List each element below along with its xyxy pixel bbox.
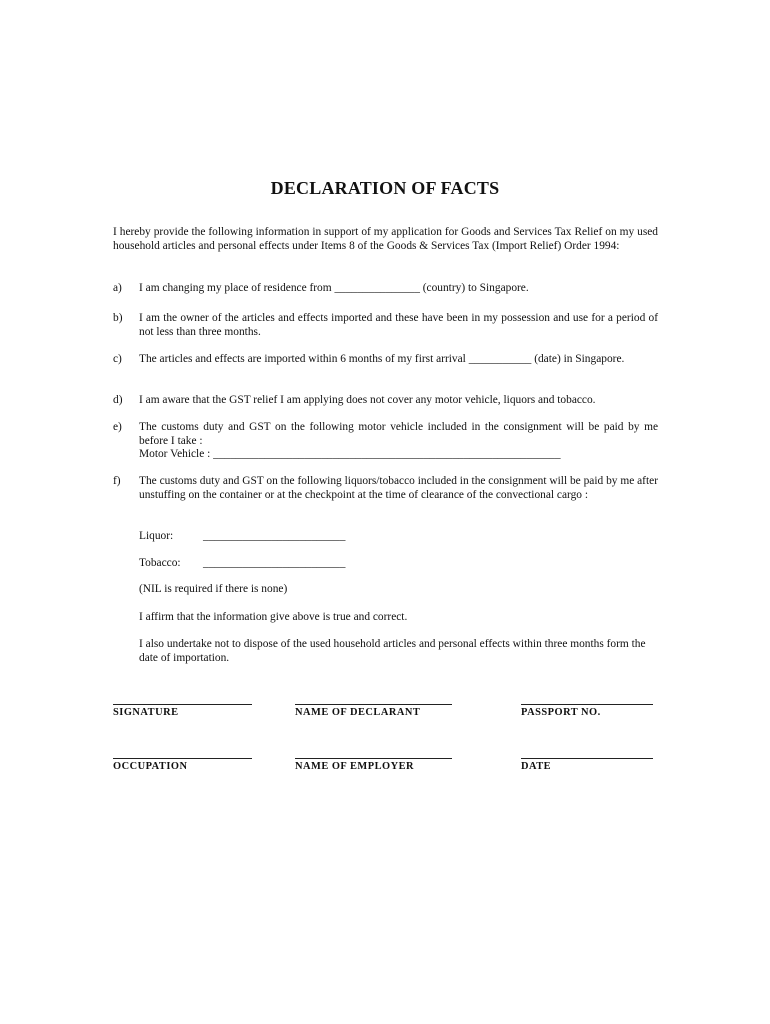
name-of-employer-label: NAME OF EMPLOYER	[295, 761, 415, 772]
nil-note: (NIL is required if there is none)	[139, 583, 288, 595]
occupation-line	[113, 758, 252, 759]
declaration-item-d	[113, 394, 658, 408]
tobacco-label: Tobacco:	[139, 557, 181, 569]
item-letter: c)	[113, 353, 122, 365]
item-letter: f)	[113, 475, 121, 487]
item-text	[139, 421, 658, 462]
signature-label: SIGNATURE	[113, 707, 179, 718]
declaration-item-e	[113, 421, 658, 462]
item-text-main: The customs duty and GST on the following motor vehicle included in the consignment will be paid by me before I take :	[139, 421, 658, 447]
undertake-statement: I also undertake not to dispose of the used household articles and personal effects within three months form the date of importation.	[139, 638, 646, 664]
motor-vehicle-field: Motor Vehicle : _____________________________________________________________	[139, 448, 561, 461]
item-text: The articles and effects are imported within 6 months of my first arrival ___________ (date) in Singapore.	[139, 353, 625, 365]
item-letter: d)	[113, 394, 123, 406]
declaration-item-f	[113, 475, 658, 502]
liquor-label: Liquor:	[139, 530, 174, 542]
name-of-declarant-line	[295, 704, 452, 705]
passport-no-line	[521, 704, 653, 705]
signature-line	[113, 704, 252, 705]
tobacco-field: _________________________	[203, 557, 346, 569]
passport-no-label: PASSPORT NO.	[521, 707, 601, 718]
item-text: I am aware that the GST relief I am applying does not cover any motor vehicle, liquors and tobacco.	[139, 394, 596, 406]
item-text: I am changing my place of residence from _______________ (country) to Singapore.	[139, 282, 529, 294]
item-text: The customs duty and GST on the following liquors/tobacco included in the consignment will be paid by me after unstuffing on the container or at the checkpoint at the time of clearance of the convectional cargo :	[139, 475, 658, 501]
item-text: I am the owner of the articles and effects imported and these have been in my possession and use for a period of not less than three months.	[139, 312, 658, 338]
liquor-field: _________________________	[203, 530, 346, 542]
intro-paragraph: I hereby provide the following information in support of my application for Goods and Services Tax Relief on my used household articles and personal effects under Items 8 of the Goods & Services Tax (Import Relief) Order 1994:	[113, 226, 658, 252]
date-label: DATE	[521, 761, 552, 772]
date-line	[521, 758, 653, 759]
item-letter: a)	[113, 282, 122, 294]
occupation-label: OCCUPATION	[113, 761, 188, 772]
item-letter: e)	[113, 421, 122, 433]
name-of-declarant-label: NAME OF DECLARANT	[295, 707, 421, 718]
document-title: DECLARATION OF FACTS	[270, 178, 500, 198]
item-letter: b)	[113, 312, 123, 324]
affirm-statement: I affirm that the information give above is true and correct.	[139, 611, 408, 623]
name-of-employer-line	[295, 758, 452, 759]
declaration-item-a	[113, 282, 658, 296]
declaration-item-b	[113, 312, 658, 339]
declaration-item-c	[113, 353, 658, 367]
